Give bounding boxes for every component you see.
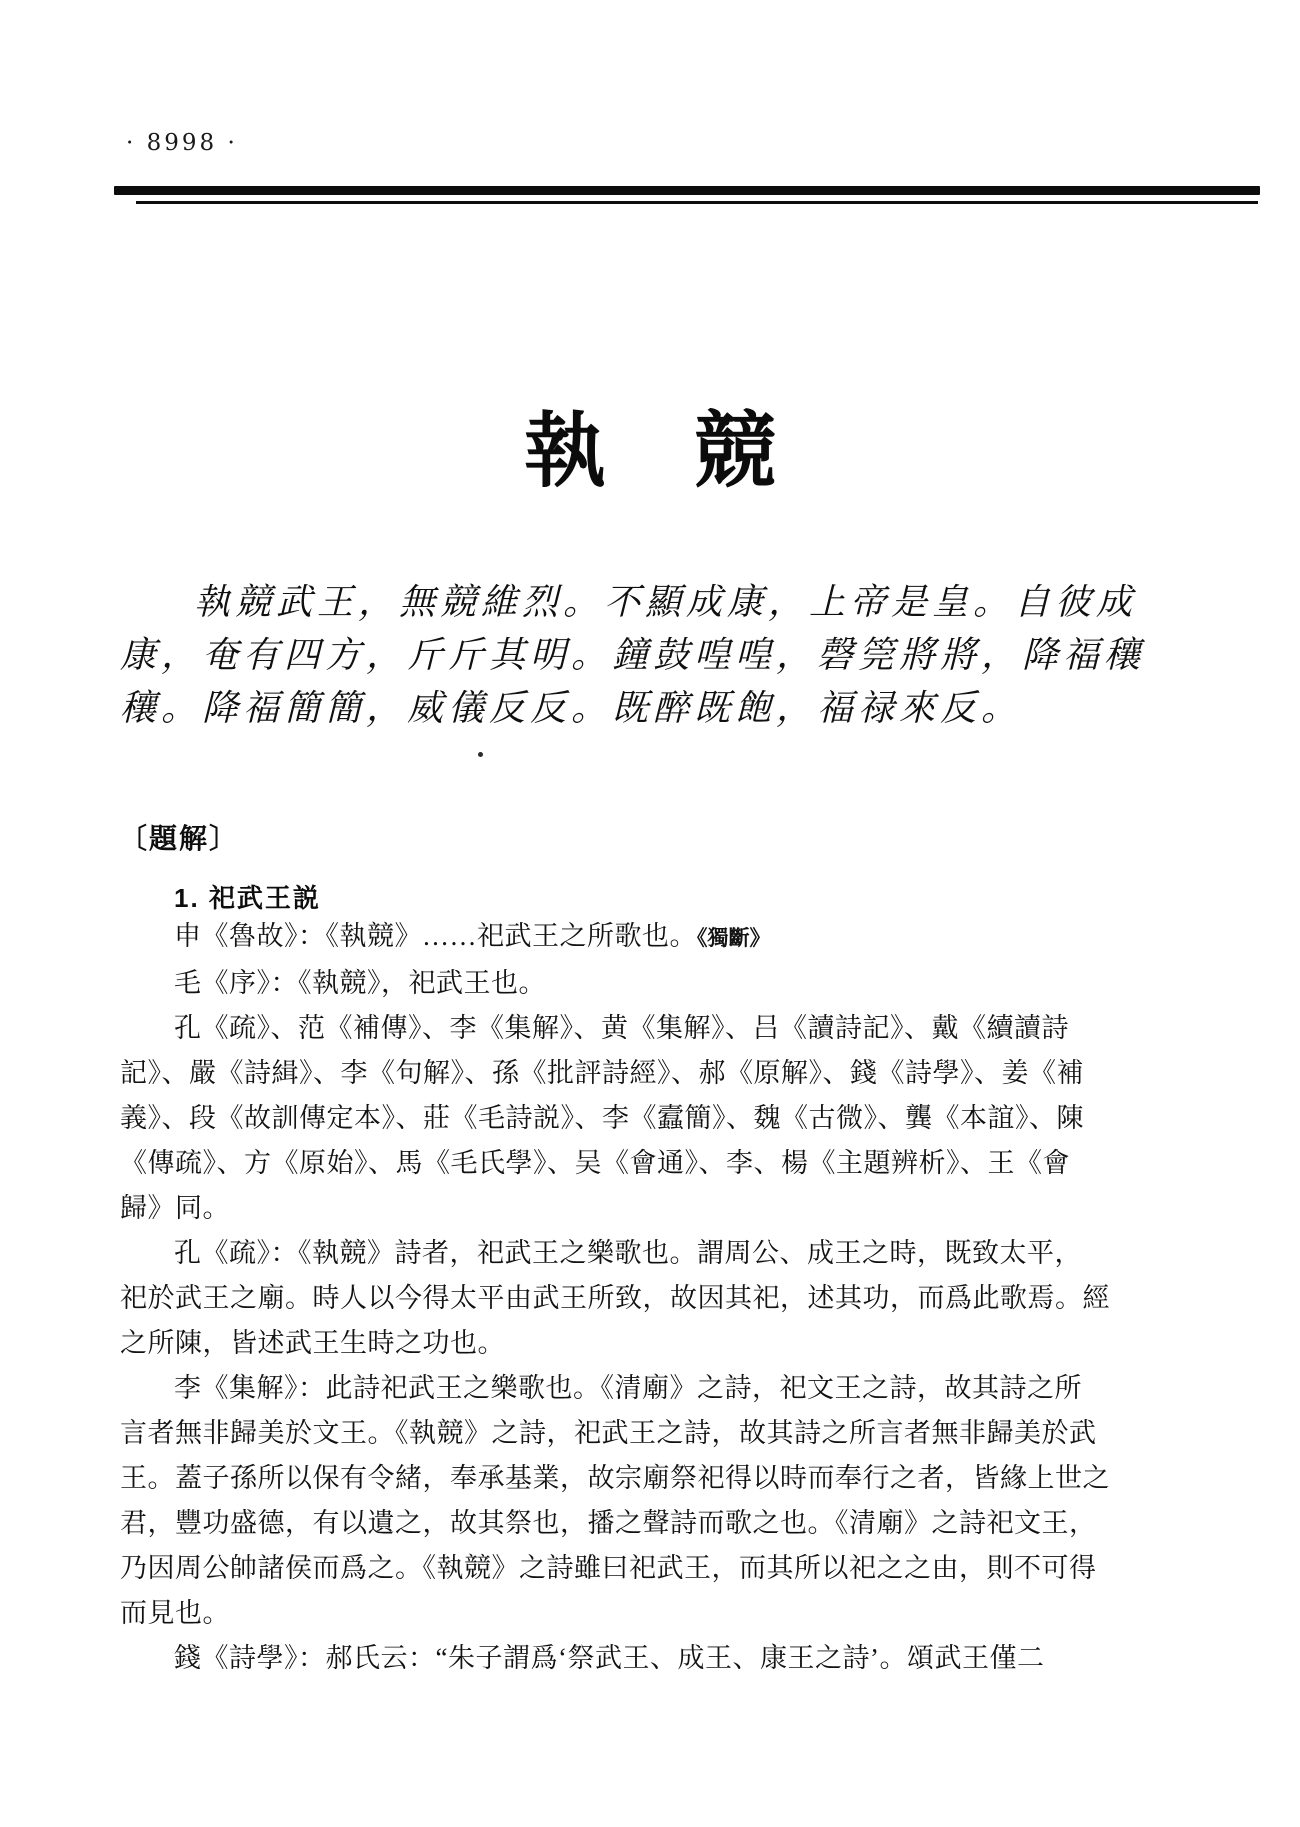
header-rule-thick	[114, 186, 1260, 195]
poem-line-1: 執競武王，無競維烈。不顯成康，上帝是皇。自彼成	[194, 582, 1138, 622]
commentary-line-tonglist-2: 記》、嚴《詩緝》、李《句解》、孫《批評詩經》、郝《原解》、錢《詩學》、姜《補	[120, 1058, 1084, 1088]
commentary-line-lijijie-5: 乃因周公帥諸侯而爲之。《執競》之詩雖曰祀武王，而其所以祀之之由，則不可得	[120, 1553, 1097, 1583]
poem-line-2: 康，奄有四方，斤斤其明。鐘鼓喤喤，磬筦將將，降福穰	[120, 635, 1146, 675]
commentary-line-lijijie-2: 言者無非歸美於文王。《執競》之詩，祀武王之詩，故其詩之所言者無非歸美於武	[120, 1418, 1097, 1448]
commentary-line-tonglist-5: 歸》同。	[120, 1193, 230, 1223]
commentary-line-lijijie-6: 而見也。	[120, 1598, 230, 1628]
header-rule-thin	[136, 201, 1258, 204]
poem-title-char-1: 執	[523, 406, 606, 497]
subsection-heading-si-wuwang: 1. 祀武王説	[174, 883, 321, 913]
page-number: · 8998 ·	[126, 130, 238, 156]
commentary-line-tonglist-3: 義》、段《故訓傳定本》、莊《毛詩説》、李《蠧簡》、魏《古微》、龔《本誼》、陳	[120, 1103, 1084, 1133]
source-citation-duduan: 《獨斷》	[697, 926, 771, 950]
commentary-line-kongshu-2: 祀於武王之廟。時人以今得太平由武王所致，故因其祀，述其功，而爲此歌焉。經	[120, 1283, 1110, 1313]
shen-lugu-text: 申《魯故》：《執競》……祀武王之所歌也。	[174, 921, 697, 951]
commentary-line-lijijie-3: 王。蓋子孫所以保有令緒，奉承基業，故宗廟祭祀得以時而奉行之者，皆緣上世之	[120, 1463, 1110, 1493]
section-heading-tijie: 〔題解〕	[119, 823, 240, 854]
commentary-line-shen-lugu	[120, 914, 1195, 961]
commentary-line-lijijie-1: 李《集解》：此詩祀武王之樂歌也。《清廟》之詩，祀文王之詩，故其詩之所	[174, 1373, 1082, 1403]
commentary-line-tonglist-4: 《傳疏》、方《原始》、馬《毛氏學》、吴《會通》、李、楊《主題辨析》、王《會	[120, 1148, 1070, 1178]
commentary-block	[120, 914, 1195, 1681]
poem-line-3: 穰。降福簡簡，威儀反反。既醉既飽，福禄來反。	[120, 688, 1023, 728]
ink-dot-artifact	[478, 752, 483, 757]
commentary-line-lijijie-4: 君，豐功盛德，有以遺之，故其祭也，播之聲詩而歌之也。《清廟》之詩祀文王，	[120, 1508, 1097, 1538]
poem-title-char-2: 競	[694, 406, 777, 497]
commentary-line-tonglist-1: 孔《疏》、范《補傳》、李《集解》、黄《集解》、吕《讀詩記》、戴《續讀詩	[174, 1013, 1069, 1043]
commentary-line-qian-shixue: 錢《詩學》：郝氏云：“朱子謂爲‘祭武王、成王、康王之詩’。頌武王僅二	[174, 1643, 1045, 1673]
commentary-line-kongshu-3: 之所陳，皆述武王生時之功也。	[120, 1328, 505, 1358]
commentary-line-mao-xu: 毛《序》：《執競》，祀武王也。	[174, 968, 546, 998]
poem-text	[120, 576, 1210, 735]
poem-title	[0, 405, 1300, 499]
commentary-line-kongshu-1: 孔《疏》：《執競》詩者，祀武王之樂歌也。謂周公、成王之時，既致太平，	[174, 1238, 1082, 1268]
